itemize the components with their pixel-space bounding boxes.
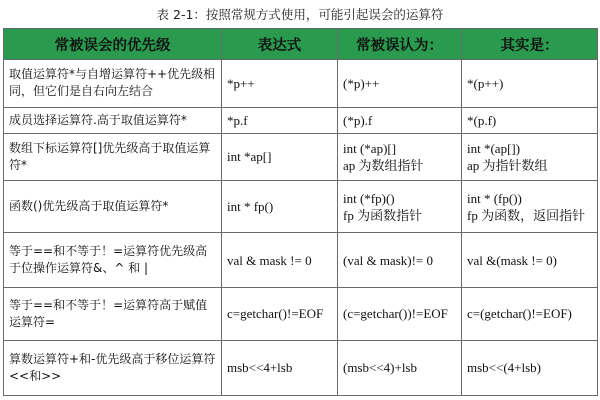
mistaken-line: int (*ap)[] (343, 140, 397, 156)
expression-cell: *p++ (222, 60, 338, 108)
mistaken-cell (338, 60, 462, 108)
mistaken-cell (338, 288, 462, 340)
header-actually-is: 其实是： (462, 29, 598, 60)
table-row (4, 181, 598, 233)
header-expression: 表达式 (222, 29, 338, 60)
mistaken-note: ap 为数组指针 (343, 157, 424, 173)
actual-line: *(p++) (467, 75, 504, 91)
mistaken-line: (msb<<4)+lsb (343, 360, 417, 376)
actual-cell (462, 340, 598, 396)
table-row (4, 60, 598, 108)
mistaken-line: (*p).f (343, 112, 373, 128)
actual-note: fp 为函数，返回指针 (467, 207, 586, 223)
actual-line: msb<<(4+lsb) (467, 360, 541, 376)
precedence-description: 取值运算符*与自增运算符++优先级相同，但它们是自右向左结合 (4, 60, 222, 108)
table-header-row (4, 29, 598, 60)
mistaken-cell (338, 340, 462, 396)
precedence-description: 算数运算符+和-优先级高于移位运算符<<和>> (4, 340, 222, 396)
actual-line: val &(mask != 0) (467, 252, 558, 268)
expression-cell: c=getchar()!=EOF (222, 288, 338, 340)
mistaken-line: int (*fp)() (343, 190, 395, 206)
actual-cell (462, 288, 598, 340)
header-misunderstood-precedence: 常被误会的优先级 (4, 29, 222, 60)
expression-cell: int *ap[] (222, 133, 338, 181)
mistaken-line: (c=getchar())!=EOF (343, 306, 448, 322)
mistaken-cell (338, 107, 462, 133)
precedence-description: 函数()优先级高于取值运算符* (4, 181, 222, 233)
precedence-description: 等于==和不等于！=运算符高于赋值运算符= (4, 288, 222, 340)
mistaken-cell (338, 181, 462, 233)
actual-cell (462, 181, 598, 233)
precedence-description: 成员选择运算符.高于取值运算符* (4, 107, 222, 133)
table-row (4, 133, 598, 181)
mistaken-note: fp 为函数指针 (343, 207, 423, 223)
table-caption: 表 2-1：按照常规方式使用，可能引起误会的运算符 (156, 7, 444, 22)
actual-cell (462, 133, 598, 181)
table-row (4, 288, 598, 340)
table-row (4, 107, 598, 133)
mistaken-cell (338, 133, 462, 181)
actual-cell (462, 233, 598, 288)
actual-line: int * (fp()) (467, 190, 522, 206)
precedence-description: 等于==和不等于！=运算符优先级高于位操作运算符&、^ 和 | (4, 233, 222, 288)
expression-cell: msb<<4+lsb (222, 340, 338, 396)
mistaken-line: (*p)++ (343, 75, 380, 91)
actual-note: ap 为指针数组 (467, 157, 548, 173)
actual-cell (462, 107, 598, 133)
expression-cell: int * fp() (222, 181, 338, 233)
expression-cell: val & mask != 0 (222, 233, 338, 288)
actual-line: c=(getchar()!=EOF) (467, 306, 572, 322)
actual-line: *(p.f) (467, 112, 497, 128)
mistaken-cell (338, 233, 462, 288)
mistaken-line: (val & mask)!= 0 (343, 252, 434, 268)
precedence-description: 数组下标运算符[]优先级高于取值运算符* (4, 133, 222, 181)
operator-precedence-table (3, 28, 598, 396)
table-row (4, 340, 598, 396)
header-mistaken-for: 常被误认为： (338, 29, 462, 60)
actual-cell (462, 60, 598, 108)
table-row (4, 233, 598, 288)
expression-cell: *p.f (222, 107, 338, 133)
actual-line: int *(ap[]) (467, 140, 521, 156)
